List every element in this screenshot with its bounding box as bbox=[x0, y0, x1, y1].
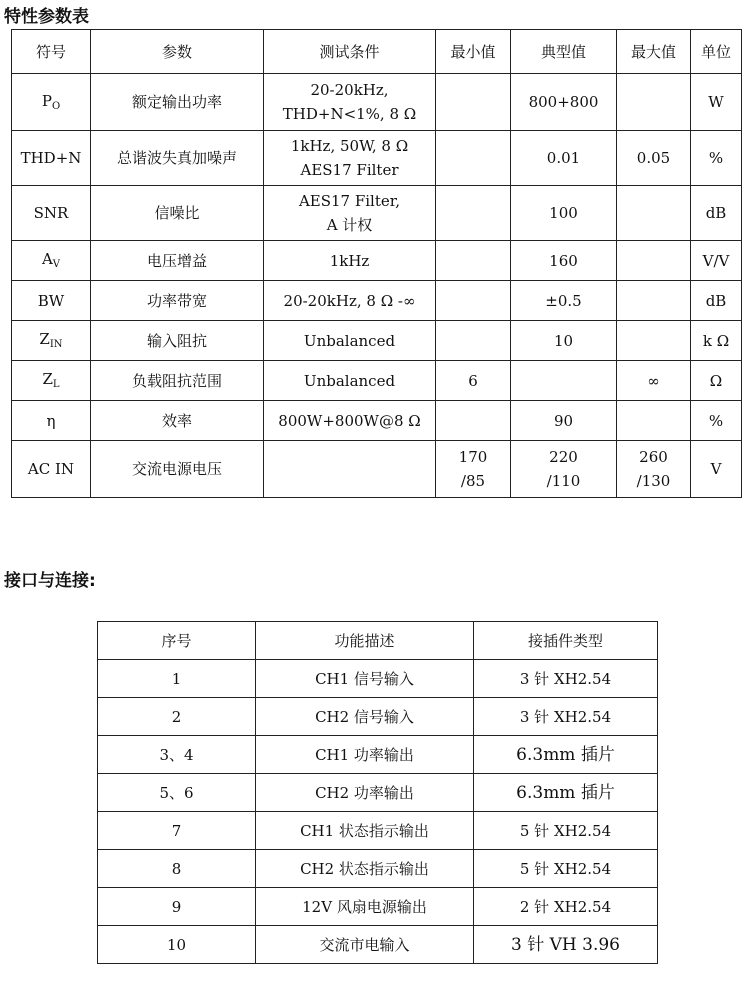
condition-cell bbox=[264, 74, 436, 131]
min-cell bbox=[436, 441, 511, 498]
unit-cell: Ω bbox=[691, 361, 742, 401]
parameter-cell: 信噪比 bbox=[91, 186, 264, 241]
condition-cell bbox=[264, 281, 436, 321]
typical-cell-line: ±0.5 bbox=[545, 291, 582, 310]
symbol-cell bbox=[12, 321, 91, 361]
symbol-cell bbox=[12, 281, 91, 321]
typical-cell-line: 220 bbox=[549, 448, 578, 466]
interface-title: 接口与连接: bbox=[4, 571, 96, 591]
function-cell: CH1 信号输入 bbox=[256, 660, 474, 698]
symbol-subscript: V bbox=[52, 259, 61, 270]
symbol-text: A bbox=[41, 250, 53, 268]
connector-cell: 5 针 XH2.54 bbox=[474, 812, 658, 850]
spec-row bbox=[12, 74, 742, 131]
typical-cell bbox=[511, 441, 617, 498]
symbol-cell bbox=[12, 241, 91, 281]
typical-cell bbox=[511, 131, 617, 186]
typical-cell bbox=[511, 361, 617, 401]
connector-cell: 5 针 XH2.54 bbox=[474, 850, 658, 888]
number-cell: 3、4 bbox=[98, 736, 256, 774]
interface-row bbox=[98, 660, 658, 698]
connector-cell: 6.3mm 插片 bbox=[474, 736, 658, 774]
min-cell-line: 6 bbox=[468, 371, 478, 390]
connector-cell: 3 针 VH 3.96 bbox=[474, 926, 658, 964]
parameter-cell: 负载阻抗范围 bbox=[91, 361, 264, 401]
parameter-cell: 总谐波失真加噪声 bbox=[91, 131, 264, 186]
min-cell bbox=[436, 401, 511, 441]
header-connector: 接插件类型 bbox=[474, 622, 658, 660]
connector-cell: 3 针 XH2.54 bbox=[474, 660, 658, 698]
condition-cell bbox=[264, 361, 436, 401]
unit-cell: dB bbox=[691, 186, 742, 241]
function-cell: CH2 信号输入 bbox=[256, 698, 474, 736]
max-cell-line: 260 bbox=[639, 448, 668, 466]
interface-header-row bbox=[98, 622, 658, 660]
parameter-cell: 输入阻抗 bbox=[91, 321, 264, 361]
number-cell: 10 bbox=[98, 926, 256, 964]
max-cell bbox=[617, 186, 691, 241]
header-max: 最大值 bbox=[617, 30, 691, 74]
spec-row bbox=[12, 321, 742, 361]
condition-cell-line: THD+N<1%, 8 Ω bbox=[282, 105, 417, 123]
typical-cell bbox=[511, 401, 617, 441]
connector-cell: 6.3mm 插片 bbox=[474, 774, 658, 812]
interface-row bbox=[98, 698, 658, 736]
number-cell: 9 bbox=[98, 888, 256, 926]
symbol-text: AC IN bbox=[27, 460, 75, 478]
symbol-cell bbox=[12, 131, 91, 186]
header-test-condition: 测试条件 bbox=[264, 30, 436, 74]
spec-row bbox=[12, 281, 742, 321]
interface-table bbox=[97, 621, 658, 964]
function-cell: 交流市电输入 bbox=[256, 926, 474, 964]
condition-cell bbox=[264, 241, 436, 281]
typical-cell-line: 10 bbox=[553, 331, 574, 350]
typical-cell bbox=[511, 186, 617, 241]
spec-header-row bbox=[12, 30, 742, 74]
interface-row bbox=[98, 850, 658, 888]
spec-table bbox=[11, 29, 742, 498]
typical-cell bbox=[511, 281, 617, 321]
condition-cell bbox=[264, 321, 436, 361]
symbol-text: THD+N bbox=[20, 149, 82, 167]
max-cell bbox=[617, 241, 691, 281]
symbol-cell bbox=[12, 74, 91, 131]
parameter-cell: 电压增益 bbox=[91, 241, 264, 281]
parameter-cell: 效率 bbox=[91, 401, 264, 441]
unit-cell: k Ω bbox=[691, 321, 742, 361]
header-parameter: 参数 bbox=[91, 30, 264, 74]
symbol-text: SNR bbox=[33, 204, 69, 222]
function-cell: CH1 功率输出 bbox=[256, 736, 474, 774]
max-cell bbox=[617, 74, 691, 131]
interface-row bbox=[98, 736, 658, 774]
symbol-text: Z bbox=[42, 370, 53, 388]
typical-cell-line: 90 bbox=[553, 411, 574, 430]
typical-cell-line: 160 bbox=[549, 251, 578, 270]
condition-cell bbox=[264, 131, 436, 186]
interface-row bbox=[98, 926, 658, 964]
symbol-subscript: O bbox=[51, 100, 61, 112]
parameter-cell: 交流电源电压 bbox=[91, 441, 264, 498]
min-cell-line: 170 bbox=[458, 448, 488, 466]
condition-cell-line: AES17 Filter bbox=[300, 161, 399, 179]
spec-row bbox=[12, 441, 742, 498]
spec-row bbox=[12, 186, 742, 241]
min-cell bbox=[436, 74, 511, 131]
symbol-text: P bbox=[41, 91, 52, 110]
connector-cell: 2 针 XH2.54 bbox=[474, 888, 658, 926]
unit-cell: % bbox=[691, 401, 742, 441]
condition-cell bbox=[264, 186, 436, 241]
spec-table-title: 特性参数表 bbox=[4, 7, 89, 27]
min-cell-line: /85 bbox=[460, 472, 486, 490]
min-cell bbox=[436, 131, 511, 186]
typical-cell-line: 0.01 bbox=[546, 149, 581, 167]
symbol-subscript: IN bbox=[49, 339, 63, 350]
symbol-cell bbox=[12, 441, 91, 498]
condition-cell-line: 1kHz bbox=[329, 251, 370, 270]
typical-cell bbox=[511, 241, 617, 281]
condition-cell-line: Unbalanced bbox=[303, 371, 396, 390]
typical-cell bbox=[511, 321, 617, 361]
function-cell: CH2 功率输出 bbox=[256, 774, 474, 812]
header-symbol: 符号 bbox=[12, 30, 91, 74]
number-cell: 8 bbox=[98, 850, 256, 888]
max-cell-line: /130 bbox=[636, 472, 671, 490]
parameter-cell: 功率带宽 bbox=[91, 281, 264, 321]
number-cell: 2 bbox=[98, 698, 256, 736]
typical-cell-line: 800+800 bbox=[528, 93, 599, 111]
header-function: 功能描述 bbox=[256, 622, 474, 660]
connector-cell: 3 针 XH2.54 bbox=[474, 698, 658, 736]
max-cell bbox=[617, 281, 691, 321]
header-number: 序号 bbox=[98, 622, 256, 660]
header-min: 最小值 bbox=[436, 30, 511, 74]
unit-cell: dB bbox=[691, 281, 742, 321]
condition-cell-line: AES17 Filter, bbox=[298, 192, 401, 210]
typical-cell bbox=[511, 74, 617, 131]
symbol-text: η bbox=[46, 411, 56, 430]
max-cell bbox=[617, 401, 691, 441]
function-cell: CH1 状态指示输出 bbox=[256, 812, 474, 850]
unit-cell: W bbox=[691, 74, 742, 131]
symbol-cell bbox=[12, 361, 91, 401]
typical-cell-line: /110 bbox=[546, 472, 581, 490]
condition-cell-line: 800W+800W@8 Ω bbox=[278, 411, 421, 430]
unit-cell: % bbox=[691, 131, 742, 186]
interface-row bbox=[98, 812, 658, 850]
spec-row bbox=[12, 401, 742, 441]
min-cell bbox=[436, 281, 511, 321]
symbol-text: BW bbox=[37, 291, 65, 310]
max-cell-line: 0.05 bbox=[636, 149, 671, 167]
condition-cell-line: 20-20kHz, bbox=[310, 81, 389, 99]
number-cell: 1 bbox=[98, 660, 256, 698]
interface-row bbox=[98, 774, 658, 812]
condition-cell-line: 1kHz, 50W, 8 Ω bbox=[290, 137, 409, 155]
interface-row bbox=[98, 888, 658, 926]
spec-row bbox=[12, 131, 742, 186]
unit-cell: V bbox=[691, 441, 742, 498]
condition-cell-line: 20-20kHz, 8 Ω -∞ bbox=[283, 291, 416, 310]
max-cell-line: ∞ bbox=[647, 371, 660, 390]
spec-row bbox=[12, 361, 742, 401]
symbol-cell bbox=[12, 186, 91, 241]
symbol-subscript: L bbox=[52, 379, 60, 390]
header-typical: 典型值 bbox=[511, 30, 617, 74]
condition-cell-line: Unbalanced bbox=[303, 331, 396, 350]
max-cell bbox=[617, 361, 691, 401]
min-cell bbox=[436, 241, 511, 281]
unit-cell: V/V bbox=[691, 241, 742, 281]
max-cell bbox=[617, 131, 691, 186]
condition-cell bbox=[264, 441, 436, 498]
symbol-cell bbox=[12, 401, 91, 441]
function-cell: 12V 风扇电源输出 bbox=[256, 888, 474, 926]
typical-cell-line: 100 bbox=[549, 204, 578, 222]
min-cell bbox=[436, 321, 511, 361]
min-cell bbox=[436, 361, 511, 401]
max-cell bbox=[617, 321, 691, 361]
condition-cell-line: A 计权 bbox=[326, 216, 373, 234]
condition-cell bbox=[264, 401, 436, 441]
function-cell: CH2 状态指示输出 bbox=[256, 850, 474, 888]
header-unit: 单位 bbox=[691, 30, 742, 74]
spec-row bbox=[12, 241, 742, 281]
max-cell bbox=[617, 441, 691, 498]
symbol-text: Z bbox=[39, 330, 50, 348]
number-cell: 5、6 bbox=[98, 774, 256, 812]
parameter-cell: 额定输出功率 bbox=[91, 74, 264, 131]
number-cell: 7 bbox=[98, 812, 256, 850]
min-cell bbox=[436, 186, 511, 241]
